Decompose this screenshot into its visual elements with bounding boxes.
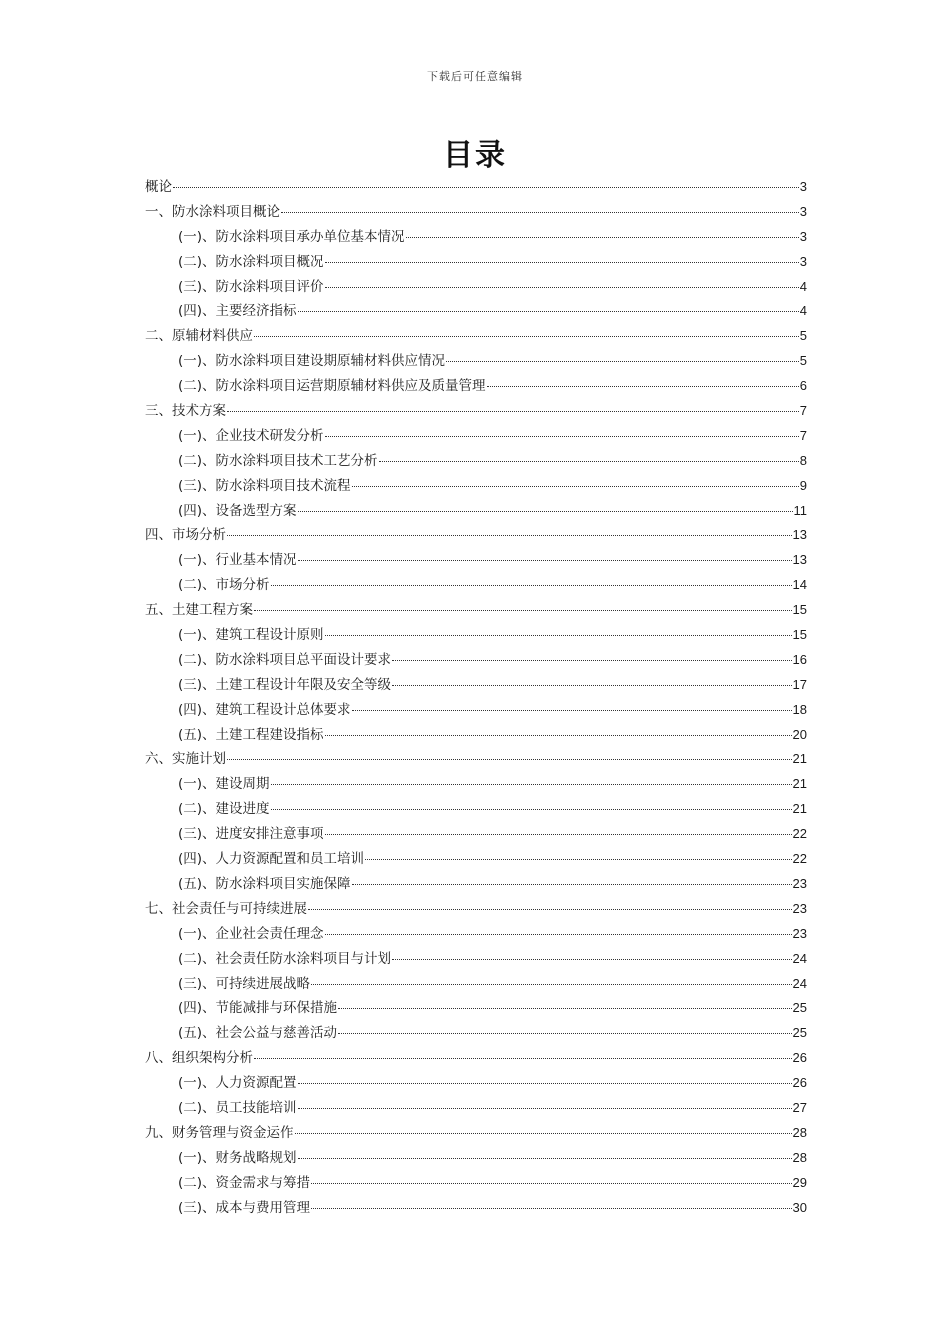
toc-entry-title: (三)、土建工程设计年限及安全等级: [178, 676, 392, 693]
toc-entry[interactable]: [145, 1121, 807, 1146]
toc-entry-title: (三)、进度安排注意事项: [178, 826, 324, 843]
toc-entry[interactable]: [145, 1096, 807, 1121]
toc-page-number: 26: [792, 1050, 807, 1066]
toc-page-number: 7: [799, 403, 807, 419]
toc-entry[interactable]: [145, 523, 807, 548]
toc-page-number: 3: [799, 253, 807, 269]
toc-entry[interactable]: [145, 723, 807, 748]
toc-dot-leader: [338, 1023, 791, 1034]
toc-entry[interactable]: [145, 499, 807, 524]
toc-page-number: 17: [792, 676, 807, 692]
toc-dot-leader: [365, 849, 791, 860]
toc-dot-leader: [325, 824, 792, 835]
toc-entry-title: 五、土建工程方案: [145, 602, 253, 619]
toc-page-number: 23: [792, 925, 807, 941]
toc-page-number: 22: [792, 826, 807, 842]
toc-entry[interactable]: [145, 1146, 807, 1171]
toc-page-number: 23: [792, 900, 807, 916]
toc-page-number: 30: [792, 1199, 807, 1215]
toc-entry-title: (二)、防水涂料项目运营期原辅材料供应及质量管理: [178, 378, 486, 395]
toc-page-number: 15: [792, 627, 807, 643]
toc-entry-title: (一)、行业基本情况: [178, 552, 297, 569]
toc-dot-leader: [227, 525, 792, 536]
toc-dot-leader: [298, 501, 793, 512]
toc-entry-title: (二)、建设进度: [178, 801, 270, 818]
toc-entry[interactable]: [145, 275, 807, 300]
toc-dot-leader: [298, 1148, 792, 1159]
toc-entry-title: (五)、土建工程建设指标: [178, 726, 324, 743]
toc-entry[interactable]: [145, 324, 807, 349]
toc-dot-leader: [352, 476, 799, 487]
toc-entry-title: (二)、社会责任防水涂料项目与计划: [178, 950, 392, 967]
toc-dot-leader: [254, 326, 799, 337]
toc-entry[interactable]: [145, 424, 807, 449]
toc-entry[interactable]: [145, 548, 807, 573]
toc-entry-title: 概论: [145, 179, 172, 195]
toc-dot-leader: [298, 1073, 792, 1084]
toc-dot-leader: [295, 1123, 792, 1134]
toc-dot-leader: [311, 1173, 791, 1184]
toc-entry-title: (一)、人力资源配置: [178, 1075, 297, 1092]
toc-entry-title: 二、原辅材料供应: [145, 328, 253, 345]
toc-entry-title: (五)、防水涂料项目实施保障: [178, 875, 351, 892]
toc-entry-title: 七、社会责任与可持续进展: [145, 900, 307, 917]
toc-page-number: 22: [792, 851, 807, 867]
toc-entry-title: 四、市场分析: [145, 527, 226, 544]
toc-entry-title: (四)、人力资源配置和员工培训: [178, 851, 365, 868]
toc-page-number: 21: [792, 776, 807, 792]
toc-entry-title: (三)、防水涂料项目技术流程: [178, 477, 351, 494]
toc-dot-leader: [325, 625, 792, 636]
toc-entry-title: (三)、成本与费用管理: [178, 1199, 311, 1216]
toc-entry[interactable]: [145, 822, 807, 847]
toc-entry-title: (一)、防水涂料项目建设期原辅材料供应情况: [178, 353, 446, 370]
toc-entry-title: (一)、财务战略规划: [178, 1149, 297, 1166]
toc-entry[interactable]: [145, 772, 807, 797]
toc-entry-title: (四)、主要经济指标: [178, 303, 297, 320]
toc-dot-leader: [311, 1198, 791, 1209]
toc-dot-leader: [311, 974, 791, 985]
toc-entry-title: (一)、防水涂料项目承办单位基本情况: [178, 228, 405, 245]
toc-entry[interactable]: [145, 1046, 807, 1071]
toc-dot-leader: [325, 725, 792, 736]
toc-dot-leader: [392, 650, 791, 661]
toc-page-number: 28: [792, 1124, 807, 1140]
toc-dot-leader: [392, 949, 791, 960]
toc-dot-leader: [325, 426, 799, 437]
toc-dot-leader: [308, 899, 792, 910]
toc-entry-title: (四)、节能减排与环保措施: [178, 1000, 338, 1017]
page-title: 目录: [443, 138, 507, 173]
toc-entry[interactable]: [145, 648, 807, 673]
toc-page-number: 24: [792, 975, 807, 991]
toc-dot-leader: [352, 700, 792, 711]
toc-page-number: 4: [799, 303, 807, 319]
header-note: 下载后可任意编辑: [427, 70, 523, 83]
toc-entry[interactable]: [145, 698, 807, 723]
toc-entry-title: 三、技术方案: [145, 403, 226, 420]
toc-dot-leader: [271, 774, 792, 785]
toc-dot-leader: [173, 177, 799, 188]
toc-entry[interactable]: [145, 399, 807, 424]
toc-entry[interactable]: [145, 673, 807, 698]
toc-dot-leader: [487, 376, 799, 387]
toc-entry-title: (二)、防水涂料项目技术工艺分析: [178, 452, 378, 469]
toc-entry-title: (三)、防水涂料项目评价: [178, 278, 324, 295]
toc-page-number: 5: [799, 353, 807, 369]
toc-page-number: 21: [792, 751, 807, 767]
toc-entry-title: (二)、资金需求与筹措: [178, 1174, 311, 1191]
toc-entry[interactable]: [145, 598, 807, 623]
toc-page-number: 23: [792, 875, 807, 891]
toc-entry[interactable]: [145, 996, 807, 1021]
toc-entry-title: (二)、员工技能培训: [178, 1099, 297, 1116]
toc-dot-leader: [325, 252, 799, 263]
toc-dot-leader: [227, 401, 799, 412]
toc-page-number: 13: [792, 527, 807, 543]
toc-entry[interactable]: [145, 200, 807, 225]
toc-page-number: 27: [792, 1099, 807, 1115]
toc-entry[interactable]: [145, 250, 807, 275]
toc-entry[interactable]: [145, 349, 807, 374]
toc-entry[interactable]: [145, 847, 807, 872]
toc-entry-title: (一)、建设周期: [178, 776, 270, 793]
toc-dot-leader: [338, 998, 791, 1009]
toc-entry-title: 九、财务管理与资金运作: [145, 1124, 294, 1141]
toc-page-number: 25: [792, 1000, 807, 1016]
toc-dot-leader: [325, 924, 792, 935]
toc-page-number: 20: [792, 726, 807, 742]
toc-entry-title: 一、防水涂料项目概论: [145, 203, 280, 220]
toc-dot-leader: [446, 351, 799, 362]
toc-page-number: 8: [799, 452, 807, 468]
toc-entry[interactable]: [145, 1196, 807, 1221]
toc-entry[interactable]: [145, 225, 807, 250]
toc-entry[interactable]: [145, 1171, 807, 1196]
toc-dot-leader: [392, 675, 791, 686]
toc-page-number: 3: [799, 179, 807, 194]
toc-page-number: 29: [792, 1174, 807, 1190]
toc-entry-title: (五)、社会公益与慈善活动: [178, 1025, 338, 1042]
toc-entry[interactable]: [145, 175, 807, 200]
toc-entry-title: (四)、建筑工程设计总体要求: [178, 701, 351, 718]
toc-entry-title: 六、实施计划: [145, 751, 226, 768]
toc-entry-title: (二)、市场分析: [178, 577, 270, 594]
toc-dot-leader: [298, 301, 799, 312]
toc-page-number: 21: [792, 801, 807, 817]
toc-page-number: 16: [792, 651, 807, 667]
toc-page-number: 5: [799, 328, 807, 344]
toc-entry[interactable]: [145, 623, 807, 648]
toc-dot-leader: [254, 1048, 792, 1059]
toc-dot-leader: [352, 874, 792, 885]
toc-entry[interactable]: [145, 449, 807, 474]
toc-page-number: 11: [793, 502, 807, 518]
toc-dot-leader: [406, 227, 799, 238]
toc-dot-leader: [379, 451, 799, 462]
toc-dot-leader: [281, 202, 799, 213]
toc-entry[interactable]: [145, 1071, 807, 1096]
toc-dot-leader: [271, 575, 792, 586]
toc-page-number: 26: [792, 1075, 807, 1091]
toc-dot-leader: [298, 1098, 792, 1109]
toc-page-number: 14: [792, 577, 807, 593]
toc-entry[interactable]: [145, 299, 807, 324]
toc-entry[interactable]: [145, 374, 807, 399]
toc-page-number: 3: [799, 203, 807, 219]
toc-entry-title: (三)、可持续进展战略: [178, 975, 311, 992]
toc-dot-leader: [271, 799, 792, 810]
toc-entry[interactable]: [145, 922, 807, 947]
toc-page-number: 18: [792, 701, 807, 717]
toc-entry[interactable]: [145, 897, 807, 922]
toc-dot-leader: [325, 277, 799, 288]
toc-entry[interactable]: [145, 1021, 807, 1046]
toc-page-number: 6: [799, 378, 807, 394]
toc-entry[interactable]: [145, 474, 807, 499]
toc-entry-title: 八、组织架构分析: [145, 1050, 253, 1067]
toc-entry-title: (四)、设备选型方案: [178, 502, 297, 519]
toc-entry-title: (二)、防水涂料项目总平面设计要求: [178, 651, 392, 668]
toc-entry[interactable]: [145, 747, 807, 772]
toc-page-number: 4: [799, 278, 807, 294]
toc-entry[interactable]: [145, 872, 807, 897]
toc-entry[interactable]: [145, 573, 807, 598]
toc-entry[interactable]: [145, 947, 807, 972]
toc-entry[interactable]: [145, 797, 807, 822]
toc-entry-title: (二)、防水涂料项目概况: [178, 253, 324, 270]
toc-dot-leader: [227, 749, 792, 760]
toc-page-number: 28: [792, 1149, 807, 1165]
toc-page-number: 7: [799, 427, 807, 443]
toc-page-number: 15: [792, 602, 807, 618]
toc-entry-title: (一)、企业社会责任理念: [178, 925, 324, 942]
table-of-contents: [145, 175, 807, 1220]
toc-page-number: 24: [792, 950, 807, 966]
toc-dot-leader: [298, 550, 792, 561]
toc-entry[interactable]: [145, 972, 807, 997]
toc-page-number: 25: [792, 1025, 807, 1041]
toc-page-number: 13: [792, 552, 807, 568]
toc-page-number: 3: [799, 228, 807, 244]
toc-entry-title: (一)、企业技术研发分析: [178, 427, 324, 444]
toc-page-number: 9: [799, 477, 807, 493]
toc-entry-title: (一)、建筑工程设计原则: [178, 627, 324, 644]
toc-dot-leader: [254, 600, 792, 611]
